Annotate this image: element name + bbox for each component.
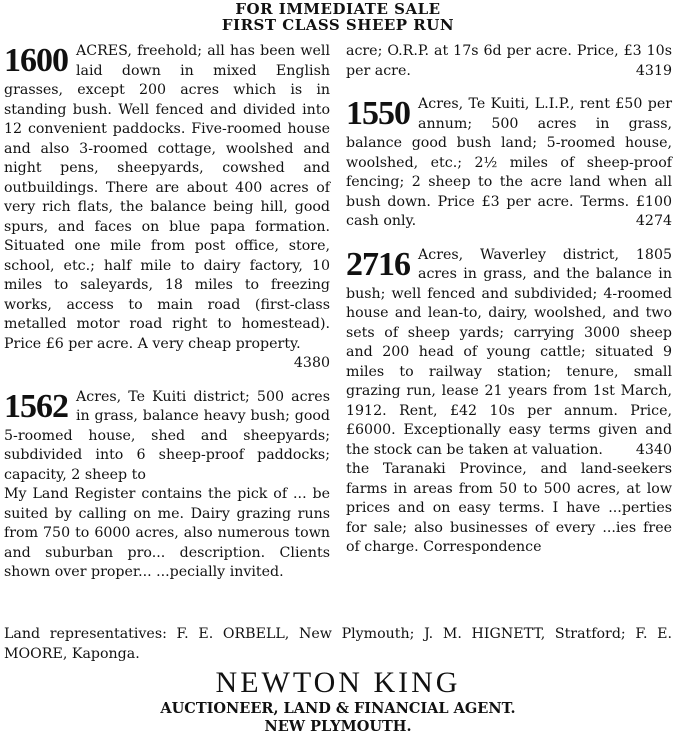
- listing-1562: [4, 388, 330, 486]
- listing-2716-text: Acres, Waverley district, 1805 acres in grass, and the balance in bush; well fenced and subdivided; 4-roomed house and lean-to, dairy, woolshed, and two sets of sheep yards; carrying 3000 sheep and 200 head of young cattle; situated 9 miles to railway station; tenure, small grazing run, lease 21 years from 1st March, 1912. Rent, £42 10s per annum. Price, £6000. Exceptionally easy terms given and the stock can be taken at valuation.: [346, 246, 672, 458]
- land-register-continued: the Taranaki Province, and land-seekers farms in areas from 50 to 500 acres, at low prices and on easy terms. I have ...perties for sale; also businesses of every ...ies free of charge. Correspondence: [346, 461, 672, 555]
- listing-1550-text: Acres, Te Kuiti, L.I.P., rent £50 per annum; 500 acres in grass, balance good bush land; 5-roomed house, woolshed, etc.; 2½ miles of sheep-proof fencing; 2 sheep to the acre land when all bush down. Price £3 per acre. Terms. £100 cash only.: [346, 96, 672, 229]
- listing-1562-continued: [346, 42, 672, 81]
- acreage-2716: 2716: [346, 245, 410, 283]
- listing-1562-cont-text: acre; O.R.P. at 17s 6d per acre. Price, £3 10s per acre.: [346, 43, 672, 79]
- listing-2716: [346, 246, 672, 461]
- left-column: [4, 42, 330, 583]
- acreage-1562: 1562: [4, 387, 68, 425]
- land-representatives: Land representatives: F. E. ORBELL, New Plymouth; J. M. HIGNETT, Stratford; F. E. MOORE, Kaponga.: [4, 626, 672, 662]
- acreage-1600: 1600: [4, 42, 68, 79]
- header-line-2: FIRST CLASS SHEEP RUN: [221, 16, 455, 34]
- listing-1600-text: ACRES, freehold; all has been well laid down in mixed English grasses, except 200 acres which is in standing bush. Well fenced and divided into 12 convenient paddocks. Five-roomed house and also 3-roomed cottage, woolshed and night pens, sheepyards, cowshed and outbuildings. There are about 400 acres of very rich flats, the balance being hill, good spurs, and faces on blue papa formation. Situated one mile from post office, store, school, etc.; half mile to dairy factory, 10 miles to saleyards, 18 miles to freezing works, access to main road (first-class metalled motor road right to homestead). Price £6 per acre. A very cheap property.: [4, 43, 330, 352]
- right-column: [346, 42, 672, 558]
- listing-1550: [346, 95, 672, 232]
- listing-2716-code: 4340: [635, 441, 672, 458]
- header-line-1: FOR IMMEDIATE SALE: [235, 0, 441, 18]
- listing-1600-code: 4380: [293, 355, 330, 371]
- agent-title: AUCTIONEER, LAND & FINANCIAL AGENT.: [160, 700, 516, 717]
- land-register-text: My Land Register contains the pick of ... be suited by calling on me. Dairy grazing runs from 750 to 6000 acres, also numerous town and suburban pro... description. Clients shown over proper... ...pecially invited.: [4, 486, 330, 580]
- agent-name: NEWTON KING: [215, 666, 461, 699]
- acreage-1550: 1550: [346, 95, 410, 132]
- listing-1562-text: Acres, Te Kuiti district; 500 acres in grass, balance heavy bush; good 5-roomed house, shed and sheepyards; subdivided into 6 sheep-proof paddocks; capacity, 2 sheep to: [4, 388, 330, 483]
- listing-1600: [4, 42, 330, 374]
- agent-location: NEW PLYMOUTH.: [264, 718, 412, 735]
- listing-1562-code: 4319: [635, 62, 672, 79]
- listing-1550-code: 4274: [635, 213, 672, 229]
